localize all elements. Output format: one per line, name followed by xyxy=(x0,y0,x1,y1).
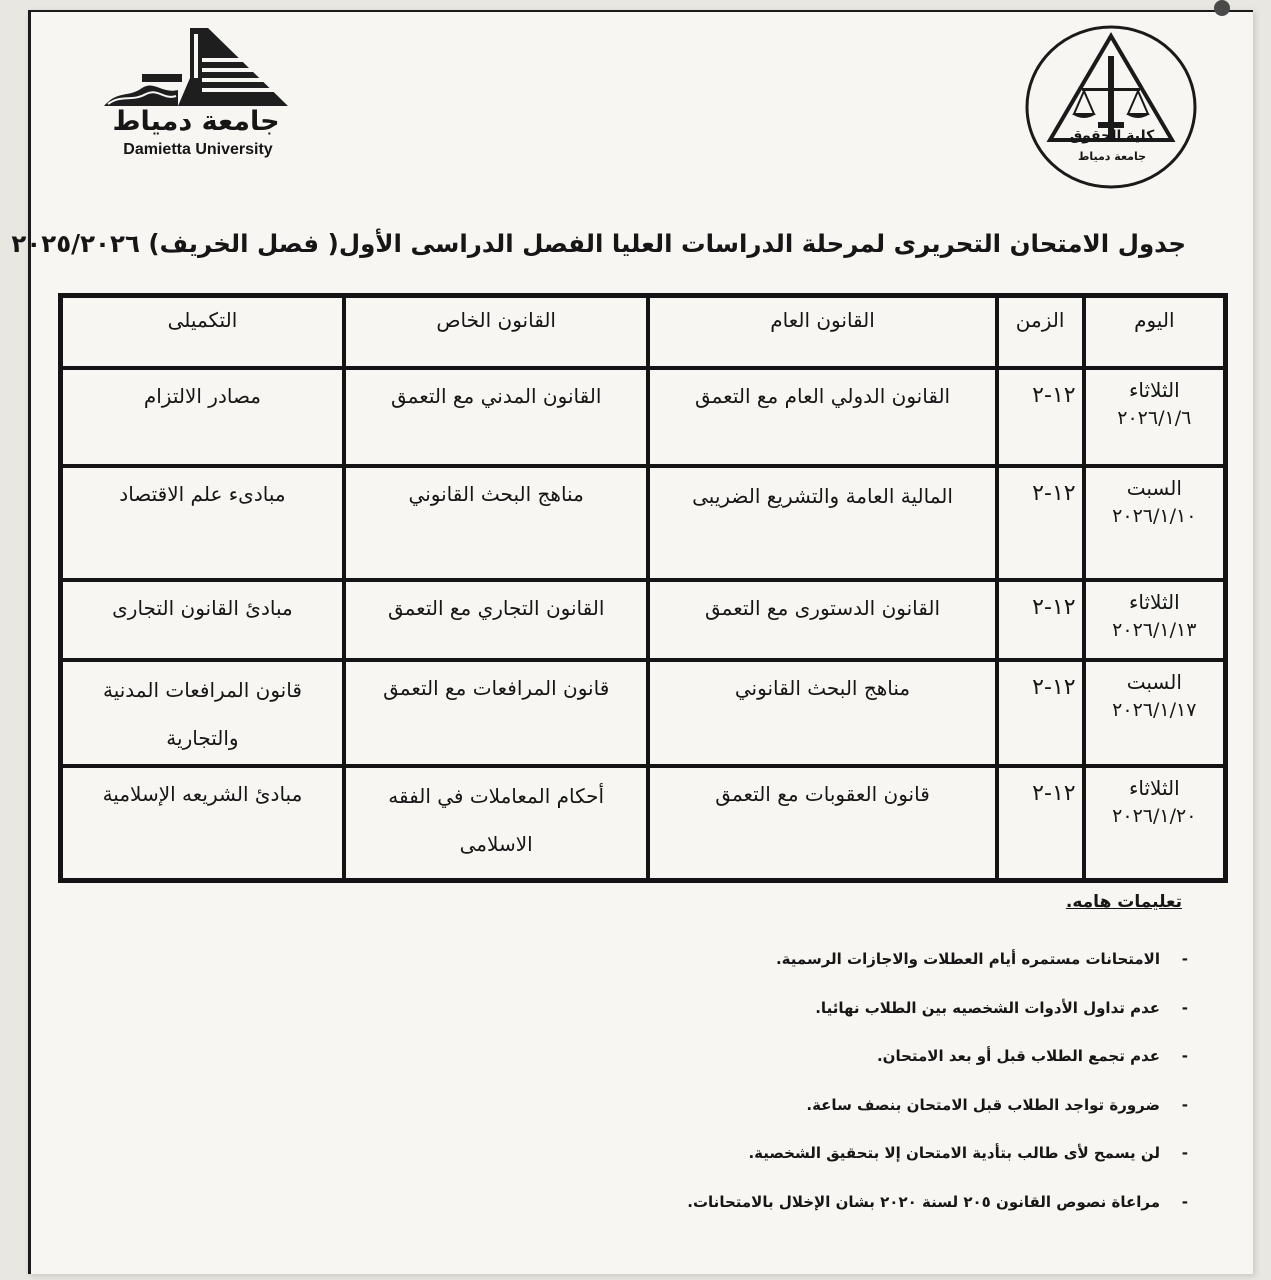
faculty-of-law-seal xyxy=(1022,22,1200,192)
bullet-dash: - xyxy=(1181,1095,1188,1114)
bullet-dash: - xyxy=(1181,1144,1188,1162)
public-law-cell: قانون العقوبات مع التعمق xyxy=(648,766,996,880)
list-item xyxy=(560,950,1188,999)
supplementary-cell: مصادر الالتزام xyxy=(61,368,344,466)
instruction-text: عدم تجمع الطلاب قبل أو بعد الامتحان. xyxy=(876,1047,1160,1065)
instructions-title: تعليمات هامه. xyxy=(1065,892,1182,912)
university-name-arabic: جامعة دمياط xyxy=(112,106,280,137)
exam-date: ٢٠٢٦/١/٦ xyxy=(1117,407,1192,429)
list-item xyxy=(560,998,1188,1048)
list-item xyxy=(560,1192,1188,1242)
instruction-text: الامتحانات مستمره أيام العطلات والاجازات الرسمية. xyxy=(775,950,1160,968)
header-time: الزمن xyxy=(997,296,1084,368)
exam-date: ٢٠٢٦/١/١٧ xyxy=(1112,699,1197,721)
day-cell xyxy=(1084,580,1225,660)
pin-hole xyxy=(1214,0,1230,16)
day-cell xyxy=(1084,368,1225,466)
exam-date: ٢٠٢٦/١/١٠ xyxy=(1112,505,1197,527)
seal-faculty-text: كلية الحقوق xyxy=(1069,128,1155,144)
private-law-cell: قانون المرافعات مع التعمق xyxy=(344,660,649,766)
instruction-text: ضرورة تواجد الطلاب قبل الامتحان بنصف ساعة. xyxy=(806,1095,1160,1114)
day-cell xyxy=(1084,660,1225,766)
seal-university-text: جامعة دمياط xyxy=(1077,150,1147,163)
header-private-law: القانون الخاص xyxy=(344,296,649,368)
time-cell: ١٢-٢ xyxy=(997,660,1084,766)
day-name: السبت xyxy=(1126,476,1182,500)
header-day: اليوم xyxy=(1084,296,1225,368)
header-supplementary: التكميلى xyxy=(61,296,344,368)
private-law-cell: القانون المدني مع التعمق xyxy=(344,368,649,466)
instructions-list xyxy=(560,950,1188,1241)
bullet-dash: - xyxy=(1181,950,1188,968)
table-row xyxy=(61,580,1225,660)
instruction-text: عدم تداول الأدوات الشخصيه بين الطلاب نهائيا. xyxy=(815,998,1160,1017)
bullet-dash: - xyxy=(1181,1047,1188,1065)
supplementary-cell: قانون المرافعات المدنية والتجارية xyxy=(61,660,344,766)
bullet-dash: - xyxy=(1181,998,1188,1017)
public-law-cell: القانون الدستورى مع التعمق xyxy=(648,580,996,660)
supplementary-cell: مبادىء علم الاقتصاد xyxy=(61,466,344,580)
exam-date: ٢٠٢٦/١/٢٠ xyxy=(1112,805,1197,827)
instruction-text: لن يسمح لأى طالب بتأدية الامتحان إلا بتحقيق الشخصية. xyxy=(748,1144,1160,1162)
public-law-cell: مناهج البحث القانوني xyxy=(648,660,996,766)
table-header-row xyxy=(61,296,1225,368)
day-name: السبت xyxy=(1126,670,1182,694)
university-name-english: Damietta University xyxy=(123,141,273,158)
bullet-dash: - xyxy=(1181,1192,1188,1211)
supplementary-cell: مبادئ القانون التجارى xyxy=(61,580,344,660)
page-title: جدول الامتحان التحريرى لمرحلة الدراسات العليا الفصل الدراسى الأول( فصل الخريف) ٢٠٢٥/٢٠٢٦ xyxy=(11,229,1186,258)
instruction-text: مراعاة نصوص القانون ٢٠٥ لسنة ٢٠٢٠ بشان الإخلال بالامتحانات. xyxy=(687,1192,1160,1211)
exam-date: ٢٠٢٦/١/١٣ xyxy=(1112,619,1197,641)
list-item xyxy=(560,1095,1188,1145)
time-cell: ١٢-٢ xyxy=(997,580,1084,660)
list-item xyxy=(560,1047,1188,1096)
supplementary-cell: مبادئ الشريعه الإسلامية xyxy=(61,766,344,880)
day-name: الثلاثاء xyxy=(1128,590,1180,614)
private-law-cell: مناهج البحث القانوني xyxy=(344,466,649,580)
public-law-cell: المالية العامة والتشريع الضريبى xyxy=(648,466,996,580)
day-name: الثلاثاء xyxy=(1128,776,1180,800)
time-cell: ١٢-٢ xyxy=(997,766,1084,880)
day-cell xyxy=(1084,766,1225,880)
table-row xyxy=(61,766,1225,880)
public-law-cell: القانون الدولي العام مع التعمق xyxy=(648,368,996,466)
private-law-cell: القانون التجاري مع التعمق xyxy=(344,580,649,660)
time-cell: ١٢-٢ xyxy=(997,368,1084,466)
list-item xyxy=(560,1144,1188,1193)
private-law-cell: أحكام المعاملات في الفقه الاسلامى xyxy=(344,766,649,880)
day-name: الثلاثاء xyxy=(1128,378,1180,402)
header-public-law: القانون العام xyxy=(648,296,996,368)
time-cell: ١٢-٢ xyxy=(997,466,1084,580)
table-row xyxy=(61,660,1225,766)
day-cell xyxy=(1084,466,1225,580)
table-row xyxy=(61,368,1225,466)
exam-schedule-table xyxy=(58,293,1228,883)
table-row xyxy=(61,466,1225,580)
